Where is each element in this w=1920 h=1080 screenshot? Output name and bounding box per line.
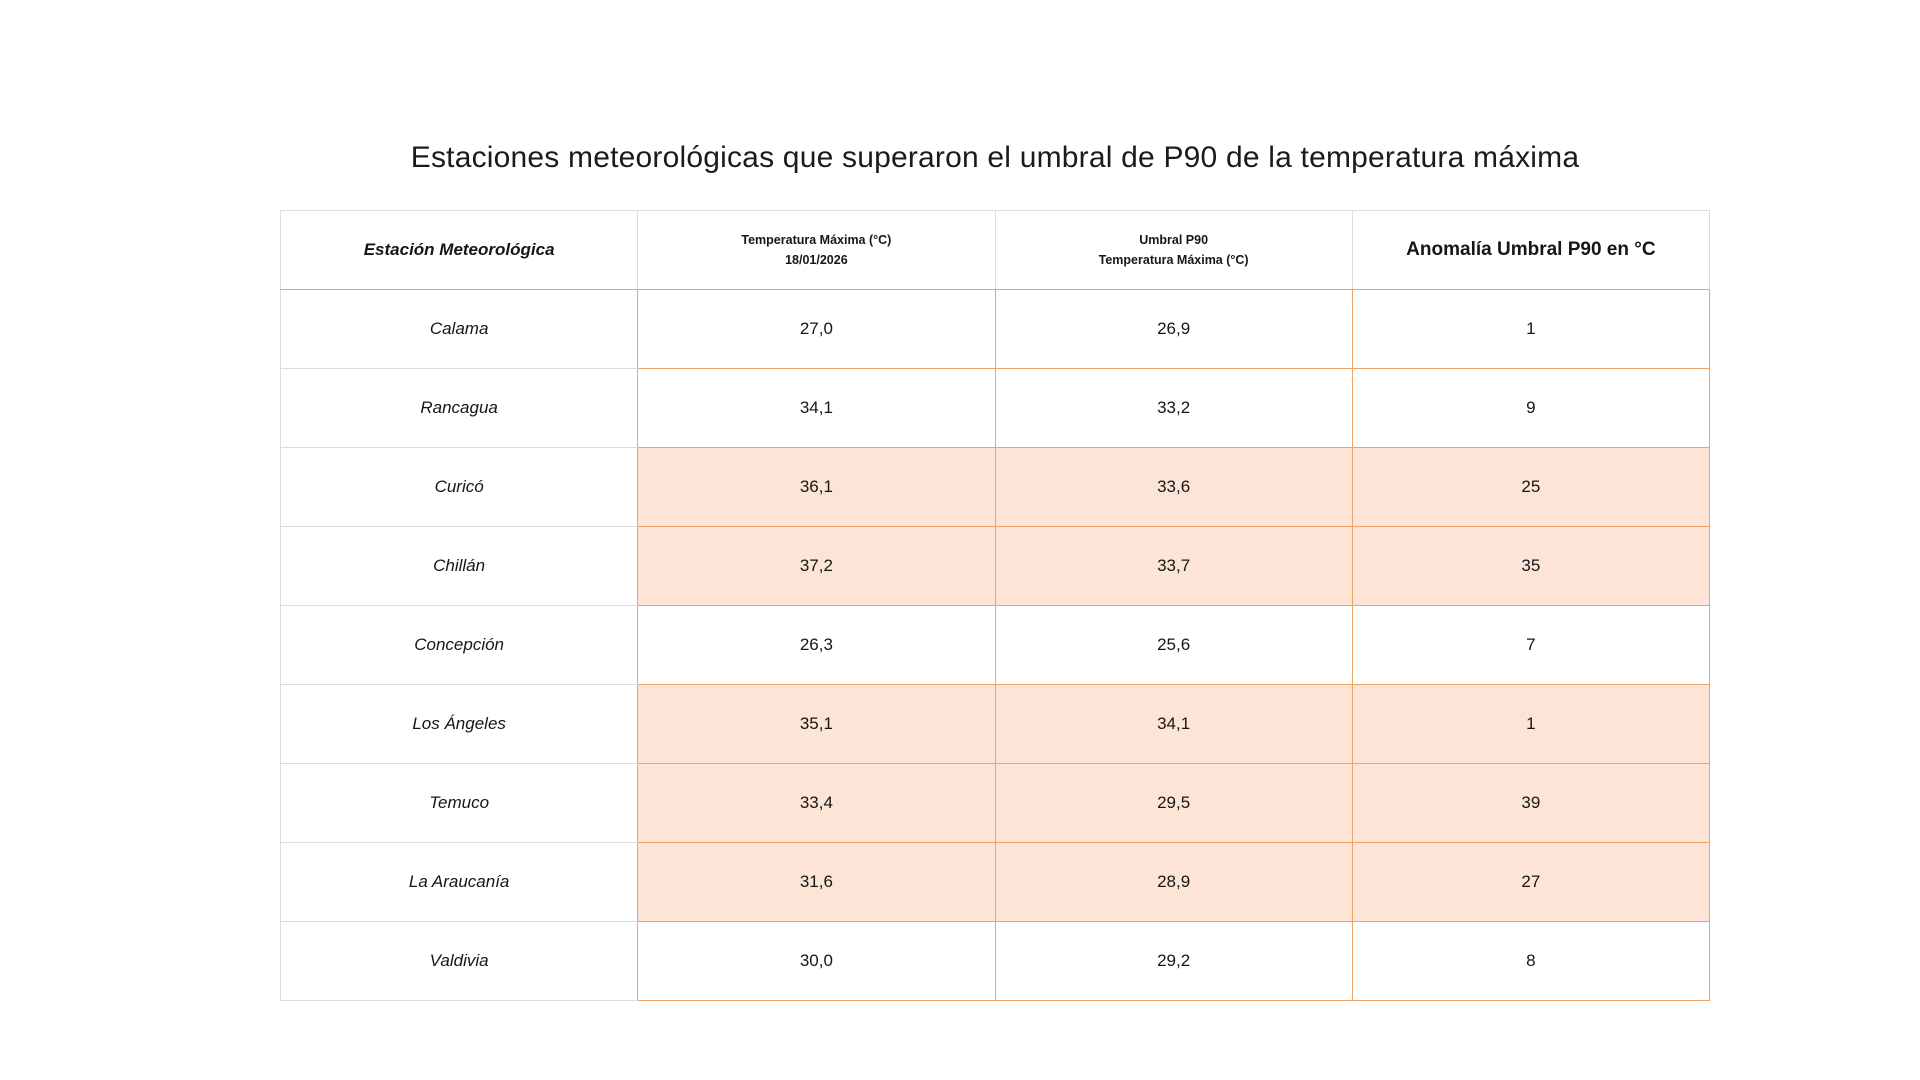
temp-max-cell: 37,2 <box>638 527 995 606</box>
table-row <box>281 685 1710 764</box>
anomalia-cell: 1 <box>1352 290 1709 369</box>
column-header-umbral-line2: Temperatura Máxima (°C) <box>1098 253 1249 267</box>
anomalia-cell: 35 <box>1352 527 1709 606</box>
header-row <box>281 211 1710 290</box>
temp-max-cell: 33,4 <box>638 764 995 843</box>
table-row <box>281 606 1710 685</box>
station-cell: Los Ángeles <box>281 685 638 764</box>
station-cell: La Araucanía <box>281 843 638 922</box>
anomalia-cell: 7 <box>1352 606 1709 685</box>
column-header-anomalia: Anomalía Umbral P90 en °C <box>1352 211 1709 290</box>
column-header-temp-max-line2: 18/01/2026 <box>785 253 848 267</box>
station-cell: Curicó <box>281 448 638 527</box>
umbral-cell: 25,6 <box>995 606 1352 685</box>
table-row <box>281 843 1710 922</box>
table-row <box>281 290 1710 369</box>
umbral-cell: 33,7 <box>995 527 1352 606</box>
page-title: Estaciones meteorológicas que superaron el umbral de P90 de la temperatura máxima <box>410 141 1580 174</box>
temp-max-cell: 27,0 <box>638 290 995 369</box>
anomalia-cell: 39 <box>1352 764 1709 843</box>
temp-max-cell: 36,1 <box>638 448 995 527</box>
station-cell: Temuco <box>281 764 638 843</box>
anomalia-cell: 1 <box>1352 685 1709 764</box>
anomalia-cell: 8 <box>1352 922 1709 1001</box>
station-cell: Valdivia <box>281 922 638 1001</box>
station-cell: Calama <box>281 290 638 369</box>
temp-max-cell: 31,6 <box>638 843 995 922</box>
station-cell: Concepción <box>281 606 638 685</box>
table-row <box>281 764 1710 843</box>
temp-max-cell: 30,0 <box>638 922 995 1001</box>
umbral-cell: 33,6 <box>995 448 1352 527</box>
column-header-umbral-p90 <box>995 211 1352 290</box>
umbral-cell: 33,2 <box>995 369 1352 448</box>
umbral-cell: 34,1 <box>995 685 1352 764</box>
column-header-station: Estación Meteorológica <box>281 211 638 290</box>
umbral-cell: 28,9 <box>995 843 1352 922</box>
table-body <box>281 290 1710 1001</box>
station-cell: Chillán <box>281 527 638 606</box>
anomalia-cell: 27 <box>1352 843 1709 922</box>
anomalia-cell: 9 <box>1352 369 1709 448</box>
p90-stations-table <box>280 210 1710 1001</box>
column-header-temp-max <box>638 211 995 290</box>
table-row <box>281 527 1710 606</box>
table-row <box>281 369 1710 448</box>
table-row <box>281 922 1710 1001</box>
temp-max-cell: 26,3 <box>638 606 995 685</box>
umbral-cell: 29,2 <box>995 922 1352 1001</box>
umbral-cell: 29,5 <box>995 764 1352 843</box>
temp-max-cell: 35,1 <box>638 685 995 764</box>
table-header <box>281 211 1710 290</box>
umbral-cell: 26,9 <box>995 290 1352 369</box>
table-row <box>281 448 1710 527</box>
column-header-temp-max-line1: Temperatura Máxima (°C) <box>741 233 892 247</box>
column-header-umbral-line1: Umbral P90 <box>1139 233 1209 247</box>
station-cell: Rancagua <box>281 369 638 448</box>
temp-max-cell: 34,1 <box>638 369 995 448</box>
anomalia-cell: 25 <box>1352 448 1709 527</box>
